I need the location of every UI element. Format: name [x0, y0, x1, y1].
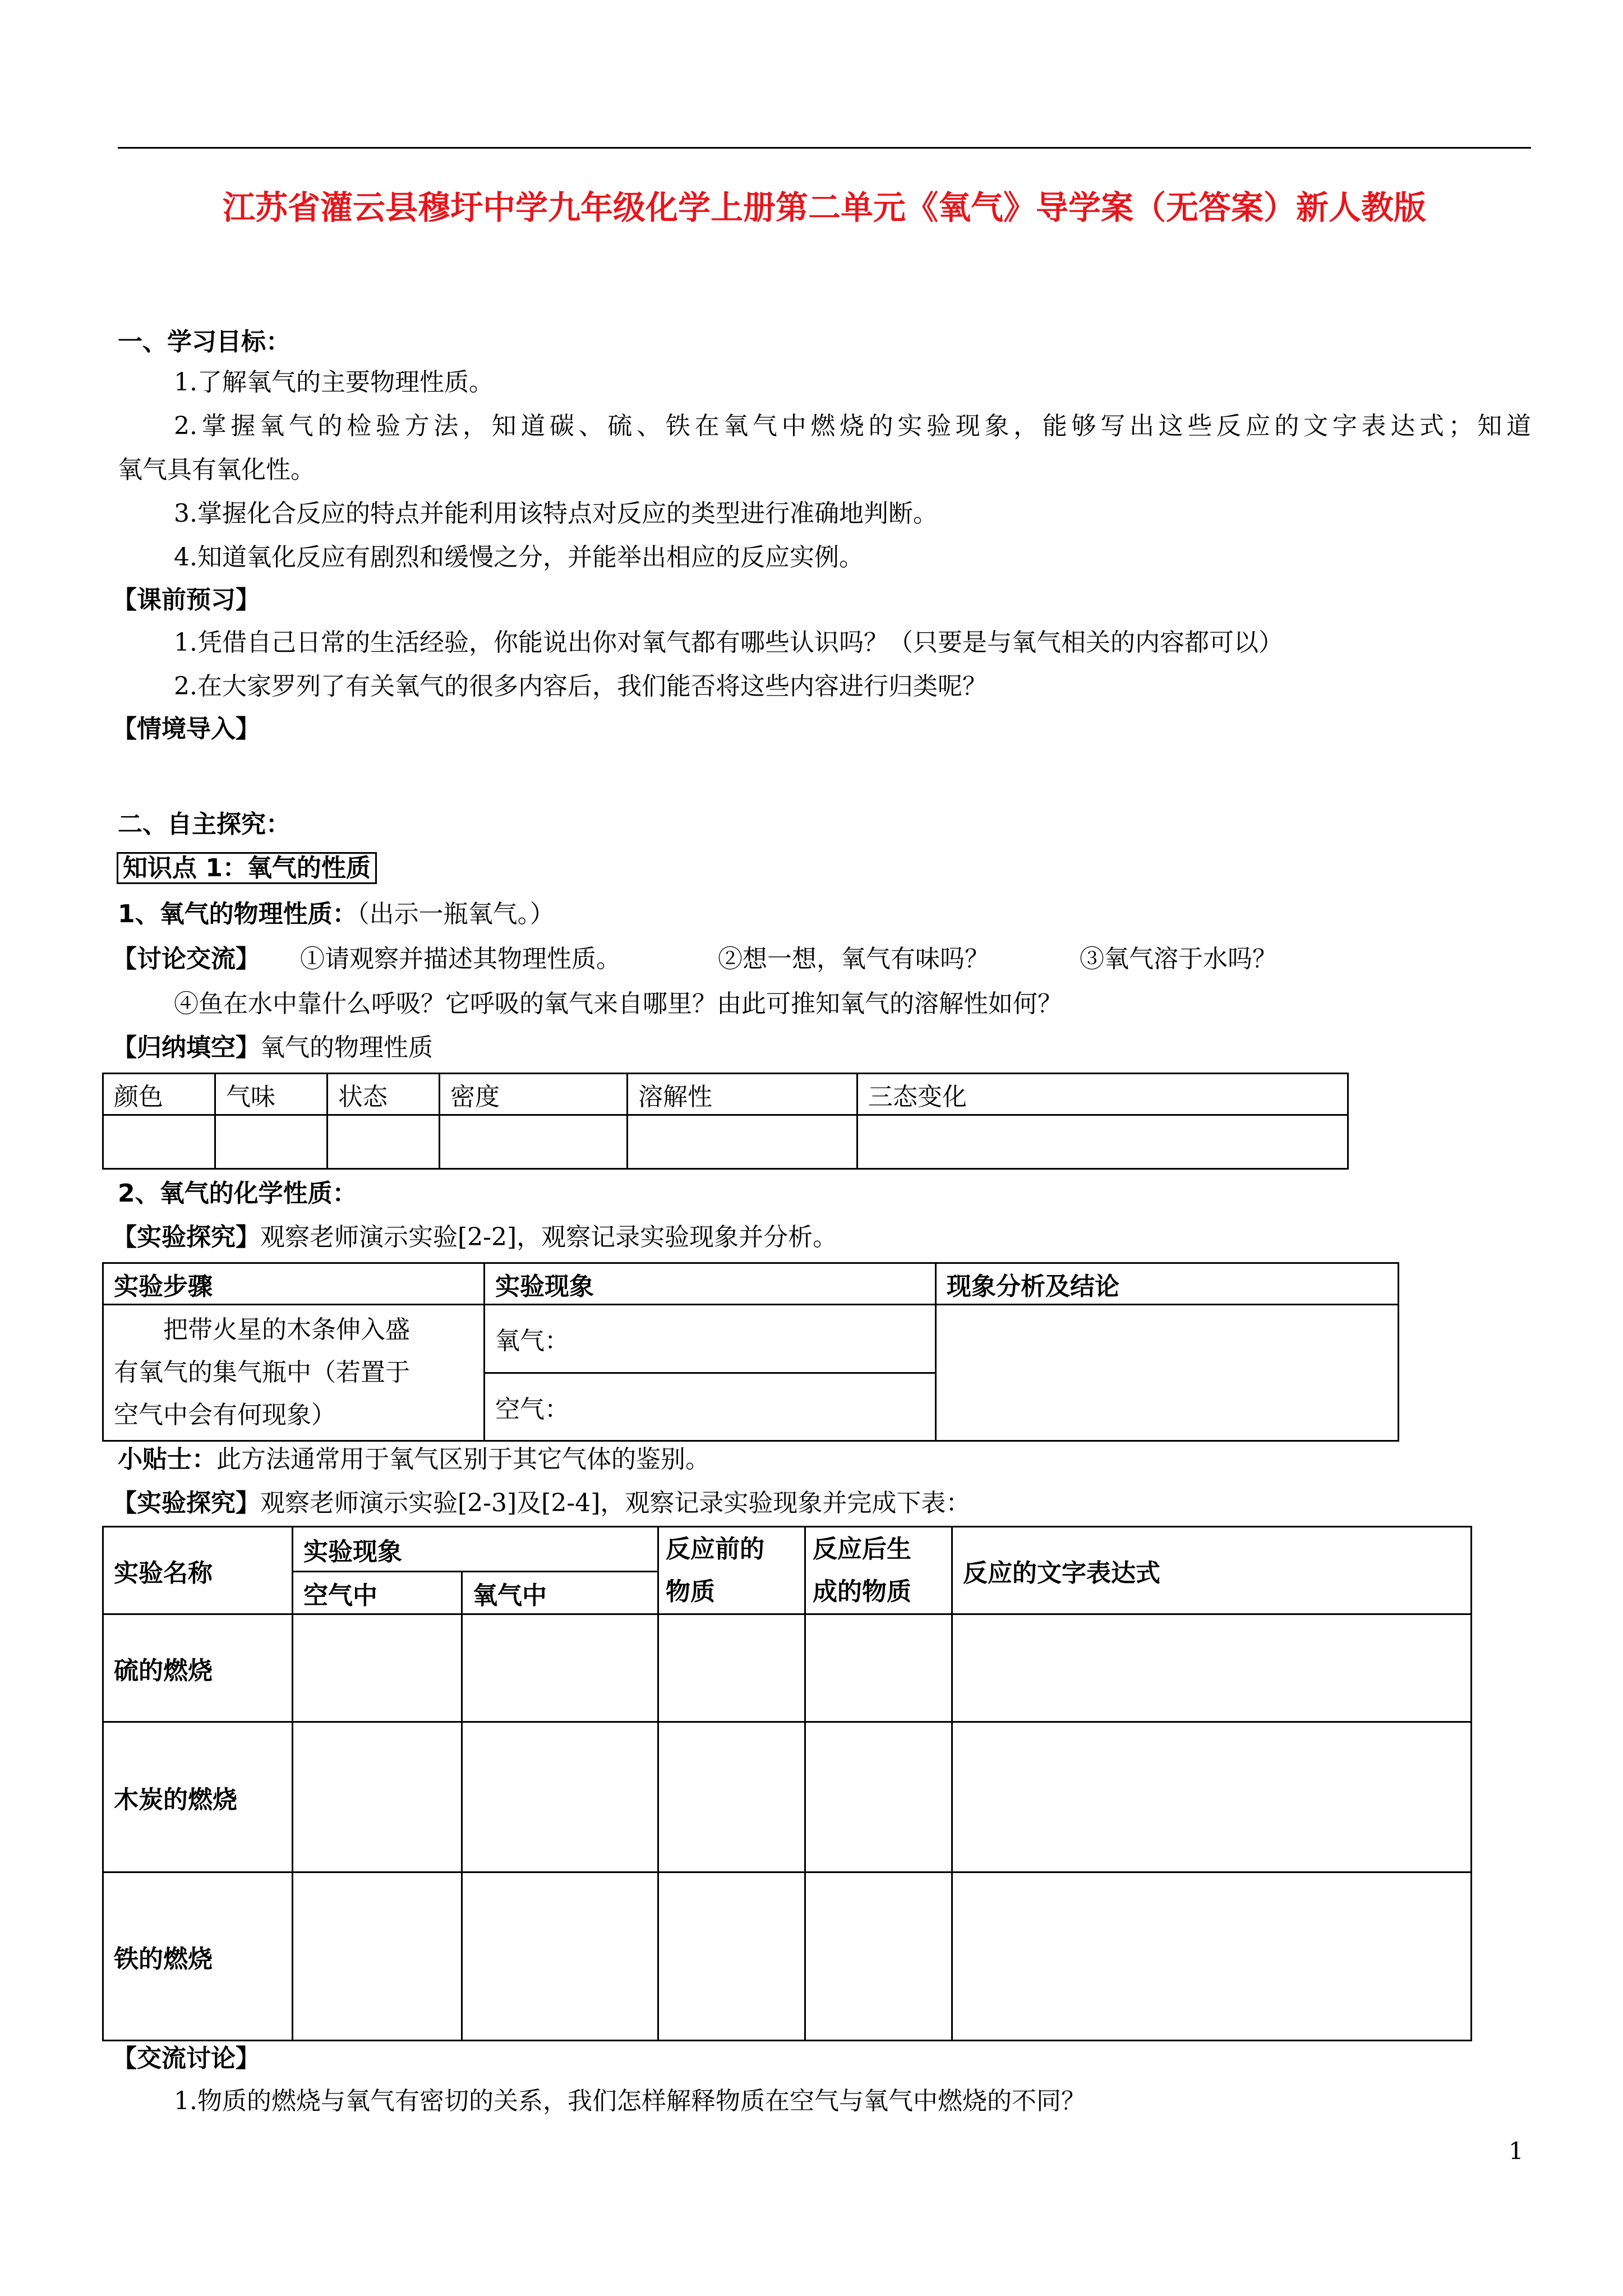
summary-text: 氧气的物理性质: [260, 1033, 433, 1062]
goal-item-3: 3.掌握化合反应的特点并能利用该特点对反应的类型进行准确地判断。: [174, 499, 938, 528]
goal-item-1: 1.了解氧气的主要物理性质。: [174, 368, 494, 397]
blank-cell[interactable]: [293, 1614, 462, 1722]
blank-cell[interactable]: [293, 1722, 462, 1872]
discussion-question-2: ②想一想，氧气有味吗？: [718, 945, 989, 973]
experiment-1-text: 观察老师演示实验[2-2]，观察记录实验现象并分析。: [260, 1223, 838, 1251]
tip-label: 小贴士：: [118, 1445, 216, 1474]
blank-cell[interactable]: [628, 1115, 857, 1169]
row-label-iron: 铁的燃烧: [103, 1872, 293, 2041]
experiment-2-text: 观察老师演示实验[2-3]及[2-4]，观察记录实验现象并完成下表：: [260, 1489, 971, 1517]
header-analysis: 现象分析及结论: [936, 1263, 1399, 1305]
discussion-label: 【讨论交流】: [112, 945, 260, 973]
goal-item-4: 4.知道氧化反应有剧烈和缓慢之分，并能举出相应的反应实例。: [174, 543, 864, 572]
physical-properties-title: 1、氧气的物理性质：: [118, 900, 357, 928]
air-label: 空气：: [495, 1395, 569, 1424]
experiment-2-table: [102, 1526, 1472, 2041]
blank-cell[interactable]: [952, 1722, 1472, 1872]
physical-properties-line: [118, 898, 555, 931]
discussion-question-3: ③氧气溶于水吗？: [1080, 945, 1277, 973]
experiment-2-line: [112, 1487, 970, 1520]
section-heading-goals: 一、学习目标：: [118, 328, 291, 356]
header-smell: 气味: [215, 1074, 328, 1115]
discussion-line: [112, 942, 260, 976]
analysis-cell[interactable]: [936, 1305, 1399, 1441]
table-row: [103, 1872, 1472, 2041]
experiment-2-label: 【实验探究】: [112, 1489, 260, 1517]
experiment-1-line: [112, 1221, 837, 1254]
table-row: [103, 1614, 1472, 1722]
header-density: 密度: [440, 1074, 628, 1115]
section-heading-exchange: 【交流讨论】: [112, 2044, 260, 2073]
blank-cell[interactable]: [462, 1872, 658, 2041]
header-solubility: 溶解性: [628, 1074, 857, 1115]
chemical-properties-title: 2、氧气的化学性质：: [118, 1179, 357, 1208]
page-title: 江苏省灌云县穆圩中学九年级化学上册第二单元《氧气》导学案（无答案）新人教版: [222, 188, 1426, 227]
blank-cell[interactable]: [952, 1614, 1472, 1722]
physical-properties-note: （出示一瓶氧气。）: [357, 900, 555, 928]
table-row: [103, 1722, 1472, 1872]
blank-cell[interactable]: [462, 1614, 658, 1722]
header-rule: [118, 147, 1531, 149]
blank-cell[interactable]: [805, 1614, 952, 1722]
row-label-sulfur: 硫的燃烧: [103, 1614, 293, 1722]
goal-item-2-cont: 氧气具有氧化性。: [118, 455, 315, 484]
tip-text: 此方法通常用于氧气区别于其它气体的鉴别。: [216, 1445, 710, 1474]
step-line-2: 有氧气的集气瓶中（若置于: [114, 1358, 410, 1387]
header-in-air: 空气中: [293, 1572, 462, 1614]
blank-cell[interactable]: [805, 1722, 952, 1872]
step-line-3: 空气中会有何现象）: [114, 1401, 336, 1429]
header-expression: 反应的文字表达式: [952, 1527, 1472, 1614]
header-color: 颜色: [103, 1074, 215, 1115]
header-before: [658, 1527, 805, 1614]
blank-cell[interactable]: [658, 1722, 805, 1872]
exchange-question-1: 1.物质的燃烧与氧气有密切的关系，我们怎样解释物质在空气与氧气中燃烧的不同？: [174, 2087, 1086, 2115]
blank-cell[interactable]: [857, 1115, 1348, 1169]
step-line-1: 把带火星的木条伸入盛: [163, 1315, 410, 1344]
blank-cell[interactable]: [658, 1872, 805, 2041]
header-before-line-2: 物质: [666, 1577, 715, 1606]
blank-cell[interactable]: [805, 1872, 952, 2041]
discussion-question-4: ④鱼在水中靠什么呼吸？它呼吸的氧气来自哪里？由此可推知氧气的溶解性如何？: [174, 990, 1062, 1018]
row-label-charcoal: 木炭的燃烧: [103, 1722, 293, 1872]
header-steps: 实验步骤: [103, 1263, 485, 1305]
goal-item-2: 2.掌握氧气的检验方法，知道碳、硫、铁在氧气中燃烧的实验现象，能够写出这些反应的文字表达式；知道: [174, 412, 1531, 440]
oxygen-phenomenon-cell[interactable]: [485, 1305, 936, 1373]
step-cell: [103, 1305, 485, 1441]
blank-cell[interactable]: [103, 1115, 215, 1169]
header-after-line-1: 反应后生: [813, 1534, 911, 1563]
preview-item-2: 2.在大家罗列了有关氧气的很多内容后，我们能否将这些内容进行归类呢？: [174, 672, 987, 701]
section-heading-explore: 二、自主探究：: [118, 810, 291, 839]
page-number: 1: [1509, 2137, 1524, 2165]
header-phase-change: 三态变化: [857, 1074, 1348, 1115]
tip-line: [118, 1443, 710, 1476]
blank-cell[interactable]: [293, 1872, 462, 2041]
blank-cell[interactable]: [328, 1115, 440, 1169]
discussion-question-1: ①请观察并描述其物理性质。: [300, 945, 621, 973]
header-in-oxygen: 氧气中: [462, 1572, 658, 1614]
section-heading-preview: 【课前预习】: [112, 586, 260, 614]
header-after-line-2: 成的物质: [813, 1577, 911, 1606]
header-state: 状态: [328, 1074, 440, 1115]
header-experiment-name: 实验名称: [103, 1527, 293, 1614]
air-phenomenon-cell[interactable]: [485, 1373, 936, 1441]
header-phenomenon: 实验现象: [293, 1527, 658, 1572]
blank-cell[interactable]: [215, 1115, 328, 1169]
experiment-1-label: 【实验探究】: [112, 1223, 260, 1251]
knowledge-point-box: 知识点 1：氧气的性质: [117, 852, 377, 884]
blank-cell[interactable]: [440, 1115, 628, 1169]
summary-label: 【归纳填空】: [112, 1033, 260, 1062]
oxygen-label: 氧气：: [495, 1327, 569, 1356]
experiment-1-table: [102, 1262, 1399, 1442]
section-heading-intro: 【情境导入】: [112, 715, 260, 743]
header-phenomenon: 实验现象: [485, 1263, 936, 1305]
header-before-line-1: 反应前的: [666, 1534, 764, 1563]
header-after: [805, 1527, 952, 1614]
blank-cell[interactable]: [462, 1722, 658, 1872]
summary-line: [112, 1031, 433, 1065]
preview-item-1: 1.凭借自己日常的生活经验，你能说出你对氧气都有哪些认识吗？（只要是与氧气相关的内容都可以）: [174, 628, 1283, 657]
blank-cell[interactable]: [658, 1614, 805, 1722]
blank-cell[interactable]: [952, 1872, 1472, 2041]
physical-properties-table: [102, 1073, 1349, 1170]
